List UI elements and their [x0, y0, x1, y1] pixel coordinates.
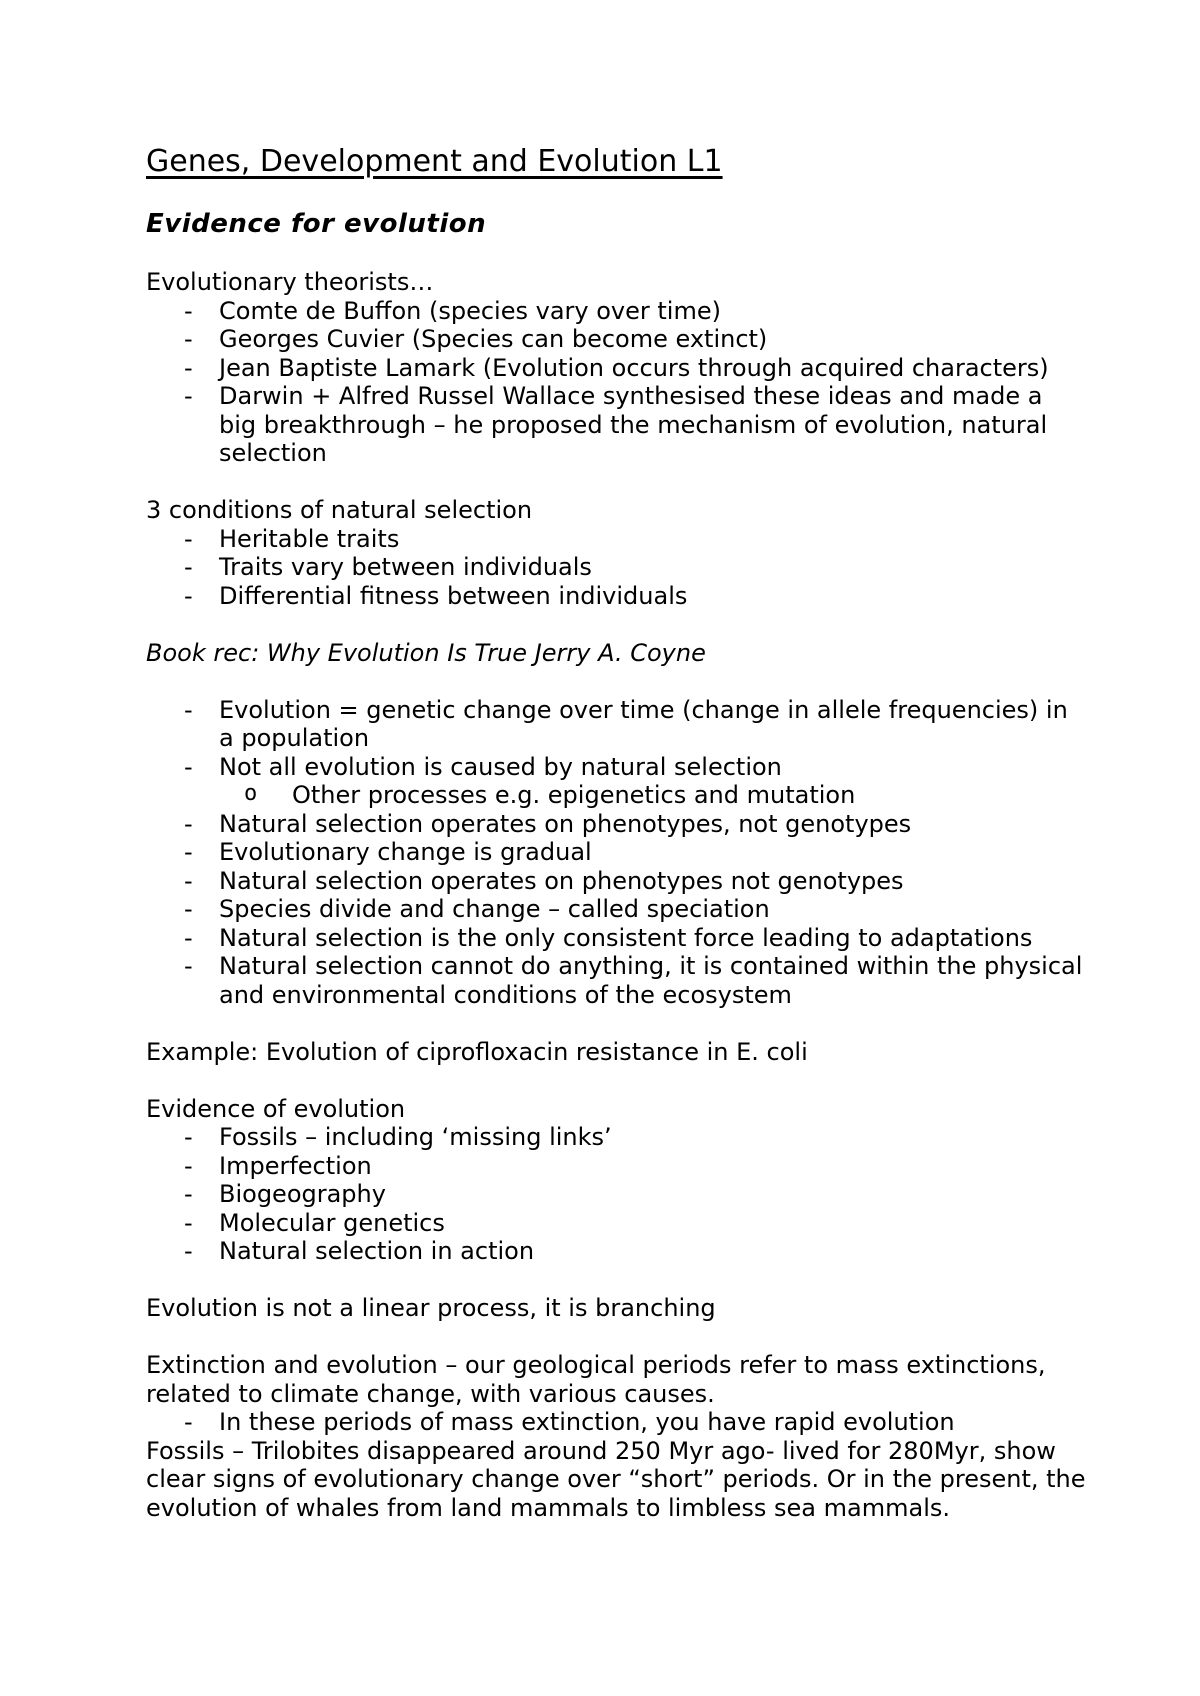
list-item: - Species divide and change – called speciation [146, 895, 1086, 924]
extinction-text: Extinction and evolution – our geological periods refer to mass extinctions, related to climate change, with various causes. [146, 1351, 1046, 1408]
list-item: - Darwin + Alfred Russel Wallace synthesised these ideas and made a big breakthrough – he proposed the mechanism of evolution, natural selection [146, 382, 1086, 468]
list-item: - Comte de Buffon (species vary over time) [146, 297, 1086, 326]
book-recommendation: Book rec: Why Evolution Is True Jerry A. Coyne [146, 638, 706, 667]
list-item: - Natural selection in action [146, 1237, 1086, 1266]
evidence-heading: Evidence of evolution [146, 1094, 406, 1123]
theorists-list [146, 297, 1086, 468]
list-item: - Natural selection operates on phenotypes, not genotypes [146, 810, 1086, 839]
list-item: - Molecular genetics [146, 1209, 1086, 1238]
fossils-text: Fossils – Trilobites disappeared around 250 Myr ago- lived for 280Myr, show clear signs of evolutionary change over “short” periods. Or in the present, the evolution of whales from land mammals to limbless sea mammals. [146, 1436, 1086, 1522]
conditions-heading: 3 conditions of natural selection [146, 496, 533, 524]
theorists-heading: Evolutionary theorists… [146, 268, 434, 296]
list-item: - Natural selection operates on phenotypes not genotypes [146, 867, 1086, 896]
document-page [146, 144, 1086, 1522]
list-item: - Evolutionary change is gradual [146, 838, 1086, 867]
list-item: - Heritable traits [146, 525, 1086, 554]
list-item: - Traits vary between individuals [146, 553, 1086, 582]
sub-list-item: o Other processes e.g. epigenetics and mutation [219, 781, 1086, 810]
extinction-bullet: - In these periods of mass extinction, you have rapid evolution [146, 1408, 1086, 1437]
list-item: - Jean Baptiste Lamark (Evolution occurs through acquired characters) [146, 354, 1086, 383]
list-item: - Not all evolution is caused by natural selection [146, 753, 1086, 782]
conditions-list [146, 525, 1086, 611]
example-text: Example: Evolution of ciprofloxacin resistance in E. coli [146, 1037, 808, 1066]
list-item: - Evolution = genetic change over time (change in allele frequencies) in a population [146, 696, 1086, 753]
list-item: - Natural selection cannot do anything, it is contained within the physical and environmental conditions of the ecosystem [146, 952, 1086, 1009]
list-item: - Natural selection is the only consistent force leading to adaptations [146, 924, 1086, 953]
evolution-subpoints-list [146, 781, 1086, 810]
evidence-list [146, 1123, 1086, 1266]
evolution-points-list [146, 696, 1086, 782]
list-item: - Fossils – including ‘missing links’ [146, 1123, 1086, 1152]
evolution-more-points-list [146, 810, 1086, 1010]
list-item: - Imperfection [146, 1152, 1086, 1181]
branching-text: Evolution is not a linear process, it is branching [146, 1294, 716, 1322]
document-title: Genes, Development and Evolution L1 [146, 144, 723, 179]
list-item: - Differential fitness between individuals [146, 582, 1086, 611]
list-item: - Georges Cuvier (Species can become extinct) [146, 325, 1086, 354]
list-item: - Biogeography [146, 1180, 1086, 1209]
section-heading: Evidence for evolution [146, 209, 487, 239]
